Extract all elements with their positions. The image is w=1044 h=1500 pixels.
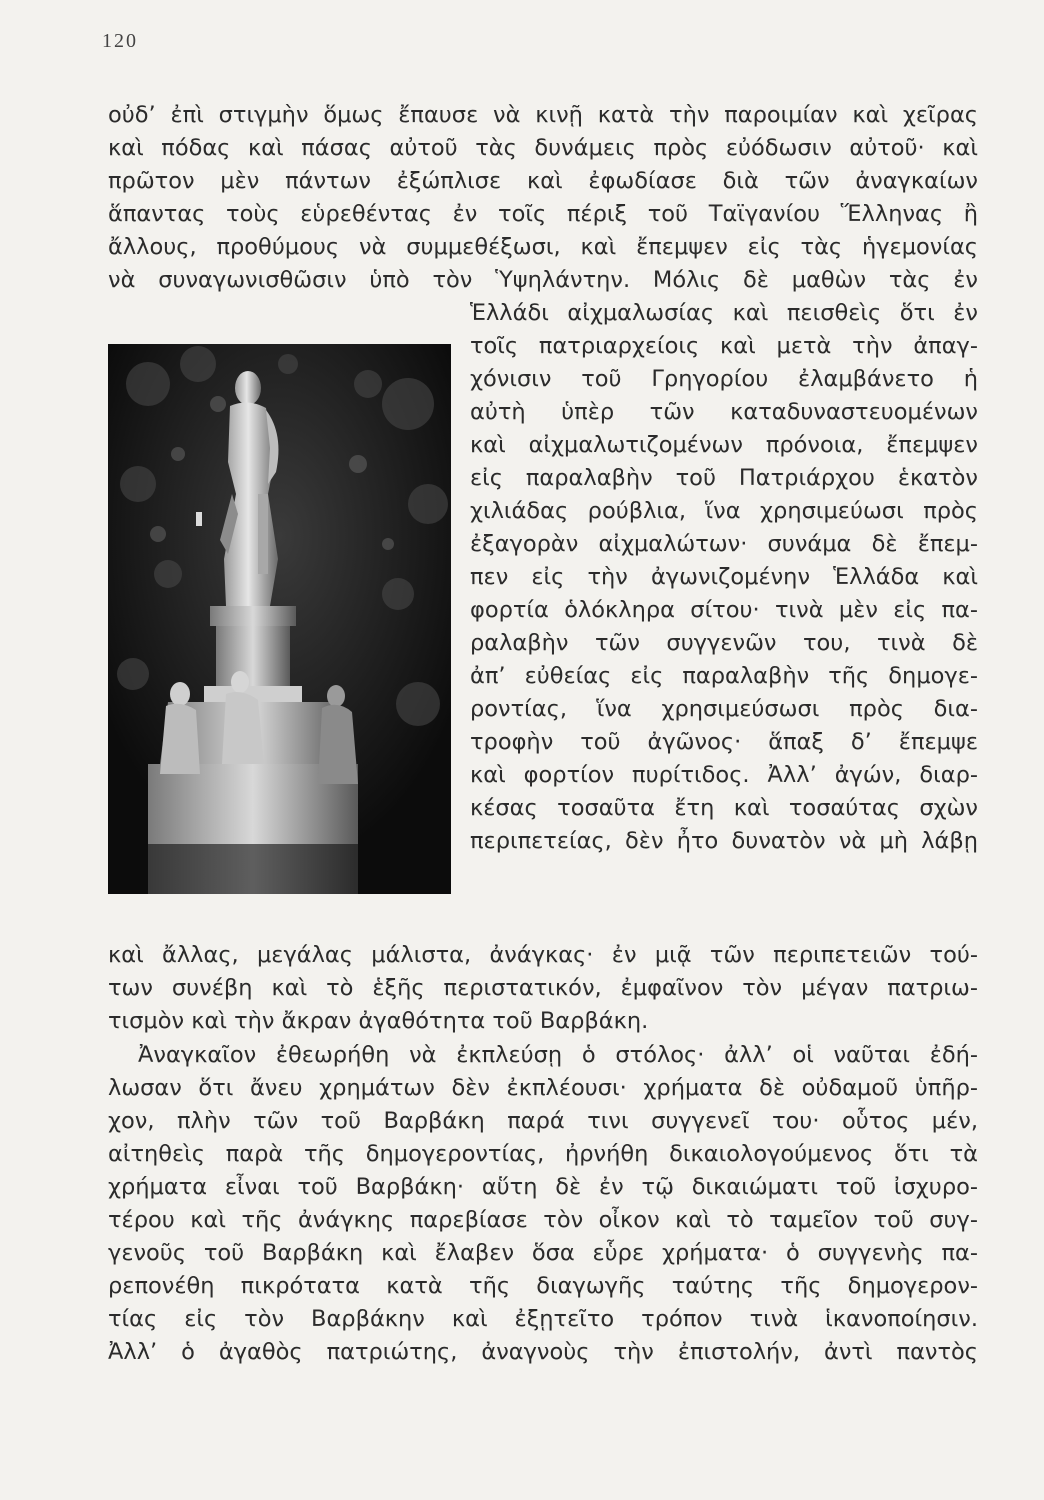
- text-line: πρῶτον μὲν πάντων ἐξώπλισε καὶ ἐφωδίασε διὰ τῶν ἀναγκαίων: [108, 168, 978, 194]
- text-line: ραλαβὴν τῶν συγγενῶν του, τινὰ δὲ: [470, 630, 978, 656]
- text-line: νὰ συναγωνισθῶσιν ὑπὸ τὸν Ὑψηλάντην. Μόλις δὲ μαθὼν τὰς ἐν: [108, 267, 978, 293]
- text-line: Ἀλλ’ ὁ ἀγαθὸς πατριώτης, ἀναγνοὺς τὴν ἐπιστολήν, ἀντὶ παντὸς: [108, 1339, 978, 1365]
- text-line: ἄλλους, προθύμους νὰ συμμεθέξωσι, καὶ ἔπεμψεν εἰς τὰς ἡγεμονίας: [108, 234, 978, 260]
- text-line: φορτία ὁλόκληρα σίτου· τινὰ μὲν εἰς πα-: [470, 597, 978, 623]
- text-line: καὶ πόδας καὶ πάσας αὐτοῦ τὰς δυνάμεις πρὸς εὐόδωσιν αὐτοῦ· καὶ: [108, 135, 978, 161]
- text-line: περιπετείας, δὲν ἦτο δυνατὸν νὰ μὴ λάβῃ: [470, 828, 978, 854]
- paragraph-first-line: Ἀναγκαῖον ἐθεωρήθη νὰ ἐκπλεύσῃ ὁ στόλος· ἀλλ’ οἱ ναῦται ἐδή-: [138, 1042, 978, 1068]
- text-line: ἐξαγορὰν αἰχμαλώτων· συνάμα δὲ ἔπεμ-: [470, 531, 978, 557]
- text-line: των συνέβη καὶ τὸ ἑξῆς περιστατικόν, ἐμφαῖνον τὸν μέγαν πατριω-: [108, 975, 978, 1001]
- text-line: αἰτηθεὶς παρὰ τῆς δημογεροντίας, ἠρνήθη δικαιολογούμενος ὅτι τὰ: [108, 1141, 978, 1167]
- text-line: ροντίας, ἵνα χρησιμεύσωσι πρὸς δια-: [470, 696, 978, 722]
- page-number: 120: [102, 30, 138, 52]
- text-line: χον, πλὴν τῶν τοῦ Βαρβάκη παρά τινι συγγενεῖ του· οὗτος μέν,: [108, 1108, 978, 1134]
- text-line: χρήματα εἶναι τοῦ Βαρβάκη· αὕτη δὲ ἐν τῷ δικαιώματι τοῦ ἰσχυρο-: [108, 1174, 978, 1200]
- text-line: τροφὴν τοῦ ἀγῶνος· ἅπαξ δ’ ἔπεμψε: [470, 729, 978, 755]
- text-line: γενοῦς τοῦ Βαρβάκη καὶ ἔλαβεν ὅσα εὗρε χρήματα· ὁ συγγενὴς πα-: [108, 1240, 978, 1266]
- text-line: πεν εἰς τὴν ἀγωνιζομένην Ἑλλάδα καὶ: [470, 564, 978, 590]
- text-line: αὐτὴ ὑπὲρ τῶν καταδυναστευομένων: [470, 399, 978, 425]
- text-line: χόνισιν τοῦ Γρηγορίου ἐλαμβάνετο ἡ: [470, 366, 978, 392]
- statue-photograph: [108, 344, 451, 894]
- text-line: ἅπαντας τοὺς εὑρεθέντας ἐν τοῖς πέριξ τοῦ Ταϊγανίου Ἕλληνας ἢ: [108, 201, 978, 227]
- text-line: τέρου καὶ τῆς ἀνάγκης παρεβίασε τὸν οἶκον καὶ τὸ ταμεῖον τοῦ συγ-: [108, 1207, 978, 1233]
- text-line: καὶ ἄλλας, μεγάλας μάλιστα, ἀνάγκας· ἐν μιᾷ τῶν περιπετειῶν τού-: [108, 942, 978, 968]
- text-line: κέσας τοσαῦτα ἔτη καὶ τοσαύτας σχὼν: [470, 795, 978, 821]
- text-line: καὶ φορτίον πυρίτιδος. Ἀλλ’ ἀγών, διαρ-: [470, 762, 978, 788]
- text-line: Ἑλλάδι αἰχμαλωσίας καὶ πεισθεὶς ὅτι ἐν: [470, 300, 978, 326]
- text-line: τοῖς πατριαρχείοις καὶ μετὰ τὴν ἀπαγ-: [470, 333, 978, 359]
- text-line: τισμὸν καὶ τὴν ἄκραν ἀγαθότητα τοῦ Βαρβάκη.: [108, 1008, 649, 1034]
- text-line: οὐδ’ ἐπὶ στιγμὴν ὅμως ἔπαυσε νὰ κινῇ κατὰ τὴν παροιμίαν καὶ χεῖρας: [108, 102, 978, 128]
- text-line: καὶ αἰχμαλωτιζομένων πρόνοια, ἔπεμψεν: [470, 432, 978, 458]
- text-line: ἀπ’ εὐθείας εἰς παραλαβὴν τῆς δημογε-: [470, 663, 978, 689]
- text-line: ρεπονέθη πικρότατα κατὰ τῆς διαγωγῆς ταύτης τῆς δημογερον-: [108, 1273, 978, 1299]
- text-line: χιλιάδας ρούβλια, ἵνα χρησιμεύωσι πρὸς: [470, 498, 978, 524]
- text-line: τίας εἰς τὸν Βαρβάκην καὶ ἐξῃτεῖτο τρόπον τινὰ ἱκανοποίησιν.: [108, 1306, 978, 1332]
- text-line: λωσαν ὅτι ἄνευ χρημάτων δὲν ἐκπλέουσι· χρήματα δὲ οὐδαμοῦ ὑπῆρ-: [108, 1075, 978, 1101]
- text-line: εἰς παραλαβὴν τοῦ Πατριάρχου ἑκατὸν: [470, 465, 978, 491]
